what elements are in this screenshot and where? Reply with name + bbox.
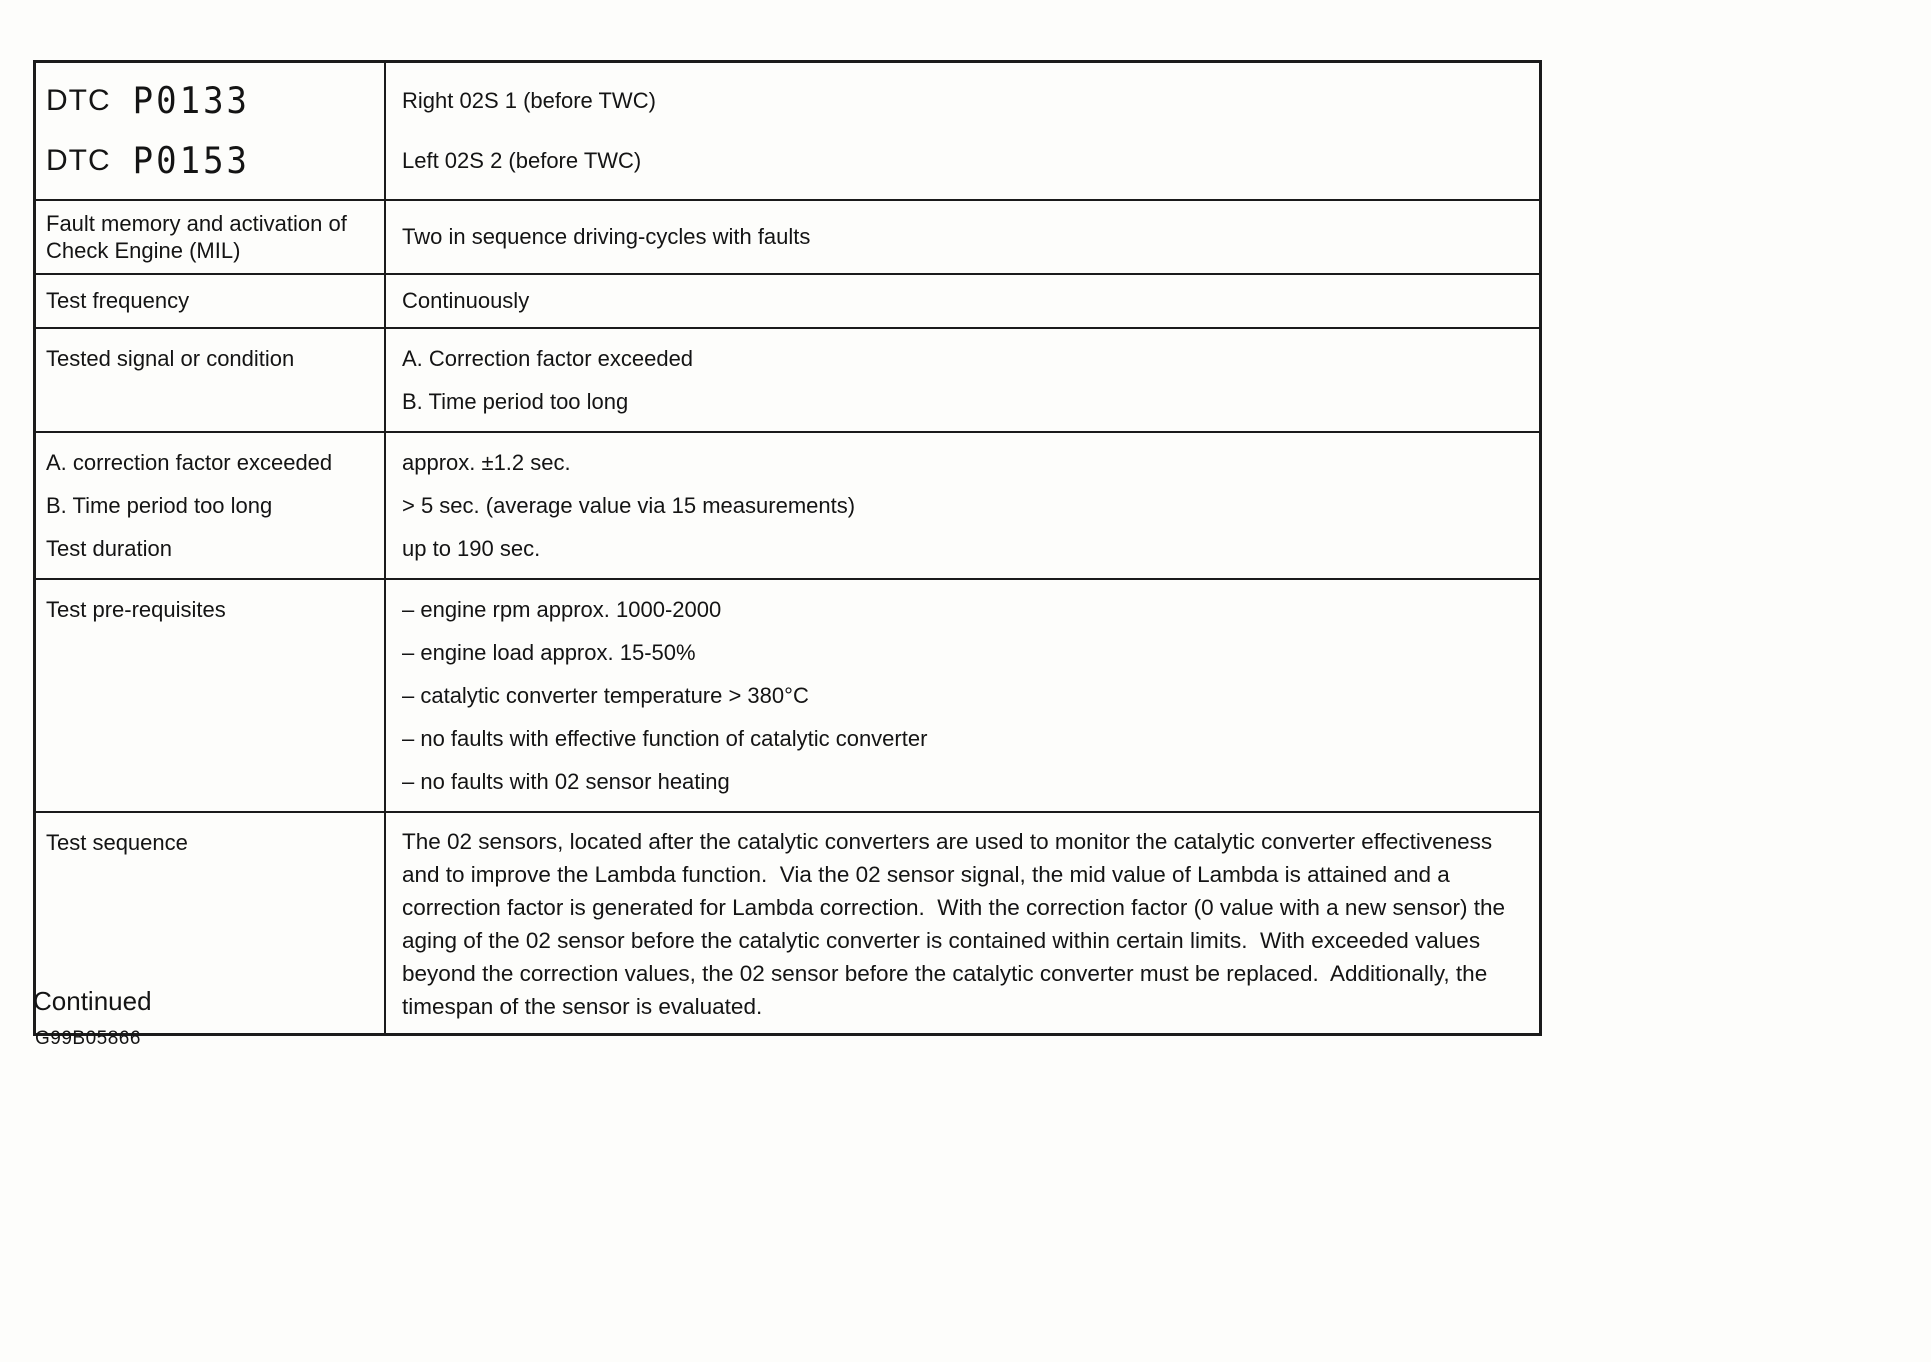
prerequisites-label-cell: [36, 580, 386, 811]
tested-signal-value-a: A. Correction factor exceeded: [402, 345, 694, 371]
limits-value-cell: [386, 433, 1539, 578]
table-row-test-sequence: [36, 811, 1539, 1033]
table-row-tested-signal: [36, 327, 1539, 431]
dtc-prefix-1: DTC: [46, 84, 111, 118]
test-frequency-label: Test frequency: [36, 275, 386, 327]
table-row-test-frequency: [36, 273, 1539, 327]
test-sequence-label: Test sequence: [46, 829, 188, 855]
tested-signal-value-b: B. Time period too long: [402, 388, 629, 414]
prerequisites-value-cell: [386, 580, 1539, 811]
prerequisites-label: Test pre-requisites: [46, 596, 226, 622]
dtc-label-cell: [36, 63, 386, 199]
dtc-code-1: P0133: [132, 79, 251, 123]
dtc-diagnostic-table: [33, 60, 1542, 1036]
dtc-prefix-2: DTC: [46, 144, 111, 178]
limits-value-duration: up to 190 sec.: [402, 535, 541, 561]
limits-label-b: B. Time period too long: [46, 492, 273, 518]
prerequisite-item-5: – no faults with 02 sensor heating: [402, 768, 730, 794]
figure-reference-code: G99B05866: [35, 1028, 141, 1049]
fault-memory-label: Fault memory and activation of Check Engine (MIL): [36, 201, 386, 273]
test-frequency-value: Continuously: [402, 288, 530, 314]
prerequisite-item-4: – no faults with effective function of catalytic converter: [402, 725, 928, 751]
prerequisite-item-2: – engine load approx. 15-50%: [402, 639, 696, 665]
dtc-desc-2: Left 02S 2 (before TWC): [402, 148, 642, 174]
table-row-prerequisites: [36, 578, 1539, 811]
dtc-desc-cell: [386, 63, 1539, 199]
prerequisite-item-3: – catalytic converter temperature > 380°C: [402, 682, 809, 708]
table-row-limits: [36, 431, 1539, 578]
dtc-entry-2: [46, 131, 372, 191]
limits-value-a: approx. ±1.2 sec.: [402, 449, 571, 475]
table-row-fault-memory: [36, 199, 1539, 273]
fault-memory-value: Two in sequence driving-cycles with faults: [402, 224, 811, 250]
continued-note: Continued: [33, 986, 152, 1016]
tested-signal-label: Tested signal or condition: [46, 345, 295, 371]
table-row-dtc: [36, 63, 1539, 199]
dtc-desc-1: Right 02S 1 (before TWC): [402, 88, 656, 114]
tested-signal-value-cell: [386, 329, 1539, 431]
limits-label-cell: [36, 433, 386, 578]
limits-value-b: > 5 sec. (average value via 15 measurements): [402, 492, 856, 518]
prerequisite-item-1: – engine rpm approx. 1000-2000: [402, 596, 722, 622]
dtc-code-2: P0153: [132, 139, 251, 183]
limits-label-a: A. correction factor exceeded: [46, 449, 333, 475]
test-sequence-paragraph: The 02 sensors, located after the catalytic converters are used to monitor the catalytic converter effectiveness and to improve the Lambda function. Via the 02 sensor signal, the mid value of Lambda is attained and a correction factor is generated for Lambda correction. With the correction factor (0 value with a new sensor) the aging of the 02 sensor before the catalytic converter is contained within certain limits. With exceeded values beyond the correction values, the 02 sensor before the catalytic converter must be replaced. Additionally, the timespan of the sensor is evaluated.: [402, 829, 1512, 1019]
test-sequence-value-cell: [386, 813, 1539, 1033]
limits-label-duration: Test duration: [46, 535, 172, 561]
dtc-entry-1: [46, 71, 372, 131]
tested-signal-label-cell: [36, 329, 386, 431]
